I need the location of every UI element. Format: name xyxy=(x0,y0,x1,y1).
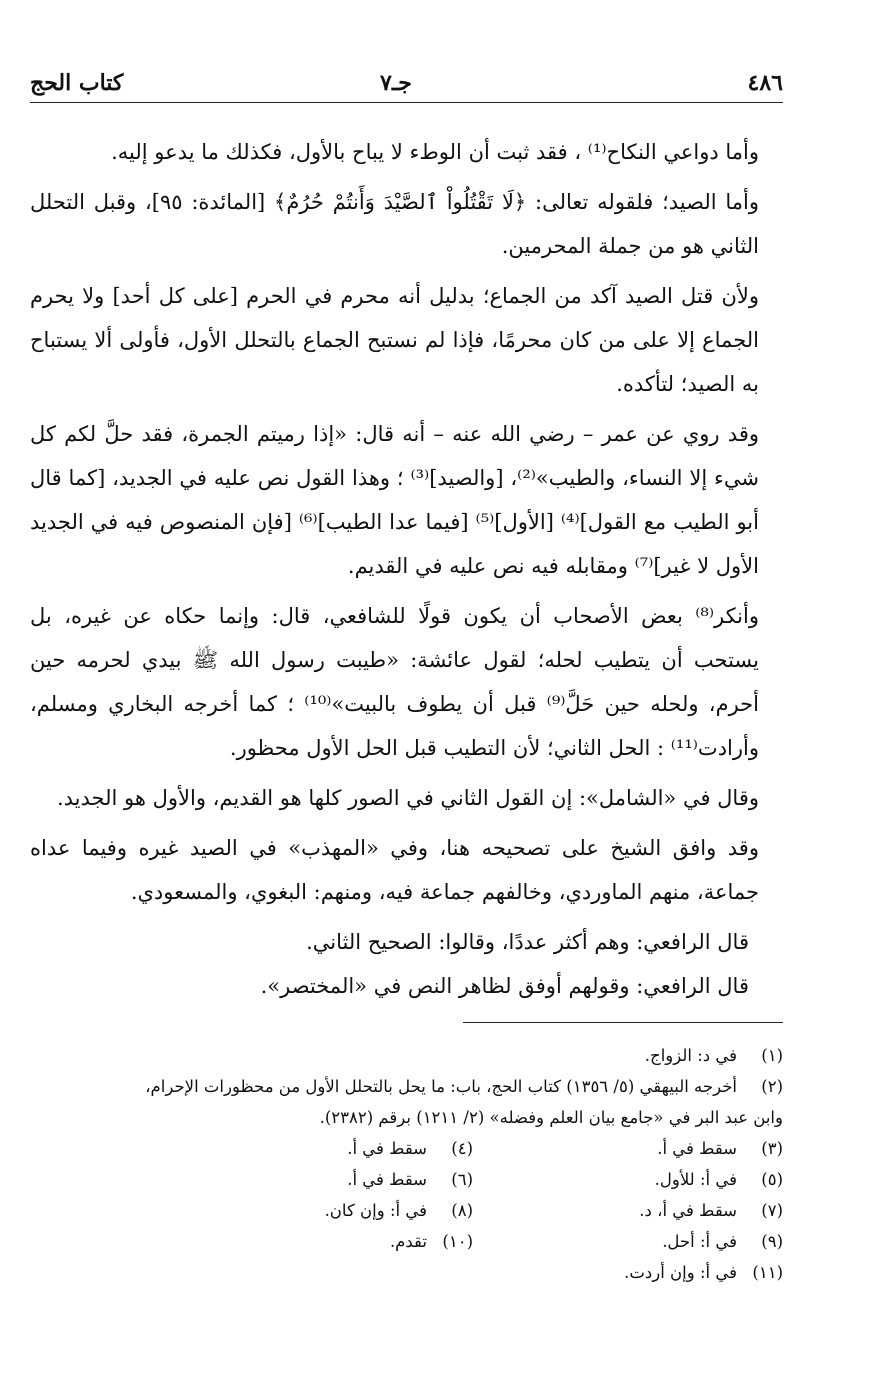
footnote-number: (٣) xyxy=(761,1139,783,1158)
footnote-text: سقط في أ. xyxy=(347,1170,427,1189)
footnote-number: (٧) xyxy=(761,1201,783,1220)
footnote xyxy=(473,1133,783,1164)
footnote-number: (١) xyxy=(761,1046,783,1065)
footnote xyxy=(30,1040,783,1071)
footnote-number: (٩) xyxy=(761,1232,783,1251)
footnote-number: (١٠) xyxy=(442,1232,473,1251)
footnote xyxy=(473,1226,783,1257)
paragraph: وأما دواعي النكاح⁽¹⁾ ، فقد ثبت أن الوطء لا يباح بالأول، فكذلك ما يدعو إليه. xyxy=(111,140,759,164)
footnote-text: سقط في أ. xyxy=(657,1139,737,1158)
main-text xyxy=(30,130,783,1008)
footnote-number: (٢) xyxy=(761,1077,783,1096)
footnote-number: (٤) xyxy=(451,1139,473,1158)
footnote-number: (١١) xyxy=(752,1263,783,1282)
footnote xyxy=(163,1133,473,1164)
paragraph: وأما الصيد؛ فلقوله تعالى: ﴿لَا تَقْتُلُواْ ٱلصَّيْدَ وَأَنتُمْ حُرُمٌ﴾ [المائدة: ٩٥]، وقبل التحلل الثاني هو من جملة المحرمين. xyxy=(30,190,759,258)
footnote xyxy=(473,1195,783,1226)
footnote xyxy=(163,1226,473,1257)
footnote-text: في أ: أحل. xyxy=(662,1232,737,1251)
footnote-text: تقدم. xyxy=(389,1232,427,1251)
footnote-text: سقط في أ، د. xyxy=(639,1201,737,1220)
footnote-separator xyxy=(463,1022,783,1023)
paragraph: وقال في «الشامل»: إن القول الثاني في الصور كلها هو القديم، والأول هو الجديد. xyxy=(56,786,759,810)
footnote xyxy=(30,1071,783,1102)
footnote-text: في أ: وإن كان. xyxy=(324,1201,427,1220)
footnote xyxy=(473,1164,783,1195)
footnote-text: في أ: للأول. xyxy=(654,1170,737,1189)
footnote xyxy=(163,1195,473,1226)
footnote-continuation: وابن عبد البر في «جامع بيان العلم وفضله» (٢/ ١٢١١) برقم (٢٣٨٢). xyxy=(319,1108,783,1127)
paragraph: وقد وافق الشيخ على تصحيحه هنا، وفي «المهذب» في الصيد غيره وفيما عداه جماعة، منهم الماوردي، وخالفهم جماعة فيه، ومنهم: البغوي، والمسعودي. xyxy=(30,836,759,904)
running-header xyxy=(30,62,783,103)
footnote-number: (٨) xyxy=(451,1201,473,1220)
footnote-text: في د: الزواج. xyxy=(644,1046,737,1065)
volume-label: جـ٧ xyxy=(380,70,412,96)
footnotes xyxy=(30,1040,783,1288)
book-title: كتاب الحج xyxy=(30,70,124,96)
page-number: ٤٨٦ xyxy=(747,70,783,96)
quote-line: قال الرافعي: وهم أكثر عددًا، وقالوا: الصحيح الثاني. xyxy=(306,930,749,954)
footnote-row xyxy=(30,1195,783,1226)
footnote-row xyxy=(30,1133,783,1164)
paragraph: وأنكر⁽⁸⁾ بعض الأصحاب أن يكون قولًا للشافعي، قال: وإنما حكاه عن غيره، بل يستحب أن يتطيب لحله؛ لقول عائشة: «طيبت رسول الله ﷺ بيدي لحرمه حين أحرم، ولحله حين حَلَّ⁽⁹⁾ قبل أن يطوف بالبيت»⁽¹⁰⁾ ؛ كما أخرجه البخاري ومسلم، وأرادت⁽¹¹⁾ : الحل الثاني؛ لأن التطيب قبل الحل الأول محظور. xyxy=(30,604,759,760)
paragraph: ولأن قتل الصيد آكد من الجماع؛ بدليل أنه محرم في الحرم [على كل أحد] ولا يحرم الجماع إلا على من كان محرمًا، فإذا لم نستبح الجماع بالتحلل الأول، فأولى ألا يستباح به الصيد؛ لتأكده. xyxy=(30,284,759,396)
paragraph: وقد روي عن عمر – رضي الله عنه – أنه قال: «إذا رميتم الجمرة، فقد حلَّ لكم كل شيء إلا النساء، والطيب»⁽²⁾، [والصيد]⁽³⁾ ؛ وهذا القول نص عليه في الجديد، [كما قال أبو الطيب مع القول]⁽⁴⁾ [الأول]⁽⁵⁾ [فيما عدا الطيب]⁽⁶⁾ [فإن المنصوص فيه في الجديد الأول لا غير]⁽⁷⁾ ومقابله فيه نص عليه في القديم. xyxy=(30,422,759,578)
footnote-text: سقط في أ. xyxy=(347,1139,427,1158)
footnote-number: (٥) xyxy=(761,1170,783,1189)
quote-line: قال الرافعي: وقولهم أوفق لظاهر النص في «المختصر». xyxy=(260,974,749,998)
footnote-text: أخرجه البيهقي (٥/ ١٣٥٦) كتاب الحج، باب: ما يحل بالتحلل الأول من محظورات الإحرام، xyxy=(145,1077,737,1096)
footnote xyxy=(30,1257,783,1288)
footnote-row xyxy=(30,1164,783,1195)
footnote-number: (٦) xyxy=(451,1170,473,1189)
footnote-text: في أ: وإن أردت. xyxy=(624,1263,737,1282)
footnote xyxy=(163,1164,473,1195)
footnote-row xyxy=(30,1226,783,1257)
